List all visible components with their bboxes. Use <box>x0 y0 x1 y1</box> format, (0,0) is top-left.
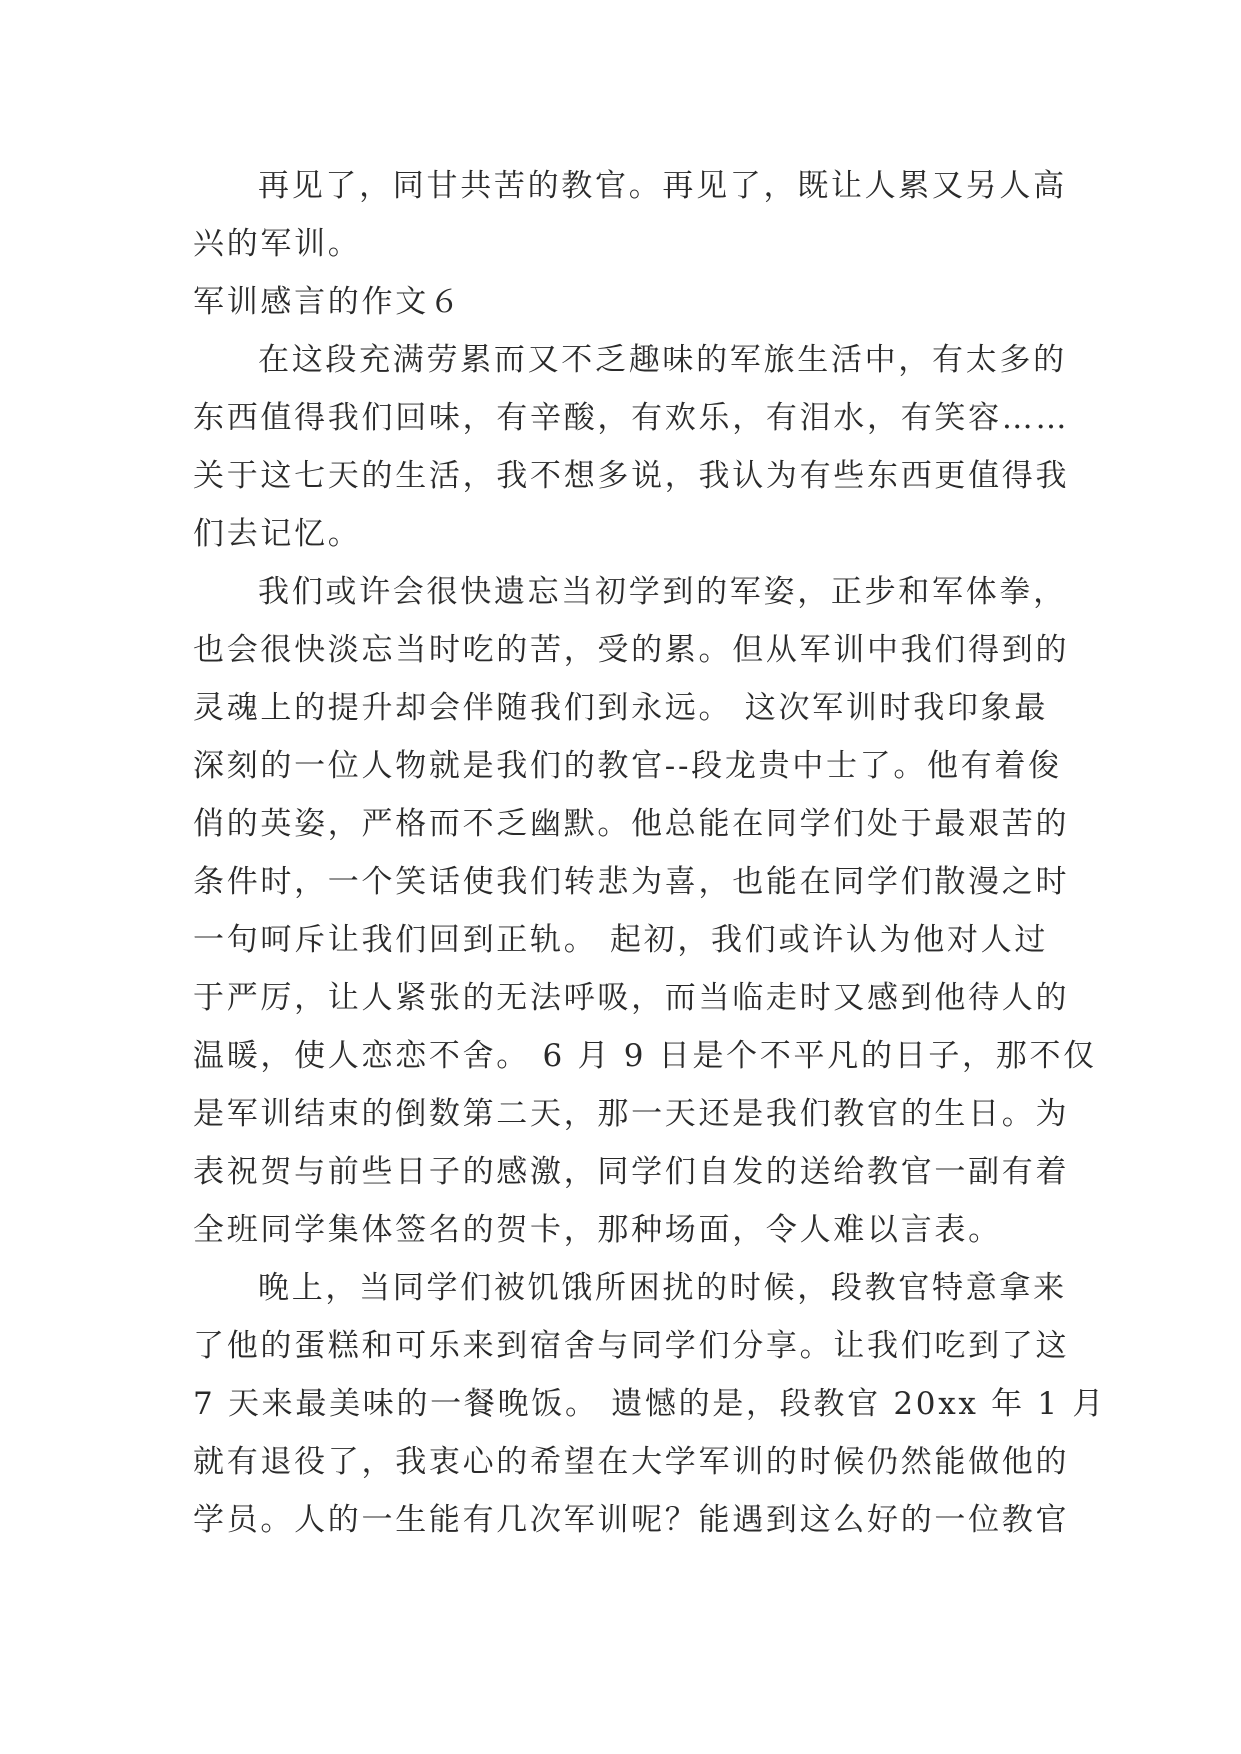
paragraph-line: 东西值得我们回味，有辛酸，有欢乐，有泪水，有笑容…… <box>193 400 1070 436</box>
section-heading: 军训感言的作文６ <box>193 284 463 320</box>
paragraph-line: 是军训结束的倒数第二天，那一天还是我们教官的生日。为 <box>193 1096 1070 1132</box>
paragraph-line: 灵魂上的提升却会伴随我们到永远。 这次军训时我印象最 <box>193 690 1049 726</box>
paragraph-line: 晚上，当同学们被饥饿所困扰的时候，段教官特意拿来 <box>258 1270 1067 1306</box>
paragraph-line: 就有退役了，我衷心的希望在大学军训的时候仍然能做他的 <box>193 1444 1070 1480</box>
paragraph-line: 了他的蛋糕和可乐来到宿舍与同学们分享。让我们吃到了这 <box>193 1328 1070 1364</box>
paragraph-line: 也会很快淡忘当时吃的苦，受的累。但从军训中我们得到的 <box>193 632 1070 668</box>
paragraph-line: 我们或许会很快遗忘当初学到的军姿，正步和军体拳， <box>258 574 1067 610</box>
paragraph-line: 温暖，使人恋恋不舍。 6 月 9 日是个不平凡的日子，那不仅 <box>193 1038 1097 1074</box>
paragraph-line: 全班同学集体签名的贺卡，那种场面，令人难以言表。 <box>193 1212 1002 1248</box>
paragraph-line: 兴的军训。 <box>193 226 362 262</box>
paragraph-line: 俏的英姿，严格而不乏幽默。他总能在同学们处于最艰苦的 <box>193 806 1070 842</box>
paragraph-line: 于严厉，让人紧张的无法呼吸，而当临走时又感到他待人的 <box>193 980 1070 1016</box>
paragraph-line: 表祝贺与前些日子的感激，同学们自发的送给教官一副有着 <box>193 1154 1070 1190</box>
paragraph-line: 一句呵斥让我们回到正轨。 起初，我们或许认为他对人过 <box>193 922 1049 958</box>
paragraph-line: 关于这七天的生活，我不想多说，我认为有些东西更值得我 <box>193 458 1070 494</box>
paragraph-line: 学员。人的一生能有几次军训呢？能遇到这么好的一位教官 <box>193 1502 1070 1538</box>
paragraph-line: 条件时，一个笑话使我们转悲为喜，也能在同学们散漫之时 <box>193 864 1070 900</box>
paragraph-line: 们去记忆。 <box>193 516 362 552</box>
paragraph-line: 7 天来最美味的一餐晚饭。 遗憾的是，段教官 20xx 年 1 月 <box>193 1386 1107 1422</box>
paragraph-line: 再见了，同甘共苦的教官。再见了，既让人累又另人高 <box>258 168 1067 204</box>
paragraph-line: 在这段充满劳累而又不乏趣味的军旅生活中，有太多的 <box>258 342 1067 378</box>
paragraph-line: 深刻的一位人物就是我们的教官--段龙贵中士了。他有着俊 <box>193 748 1062 784</box>
